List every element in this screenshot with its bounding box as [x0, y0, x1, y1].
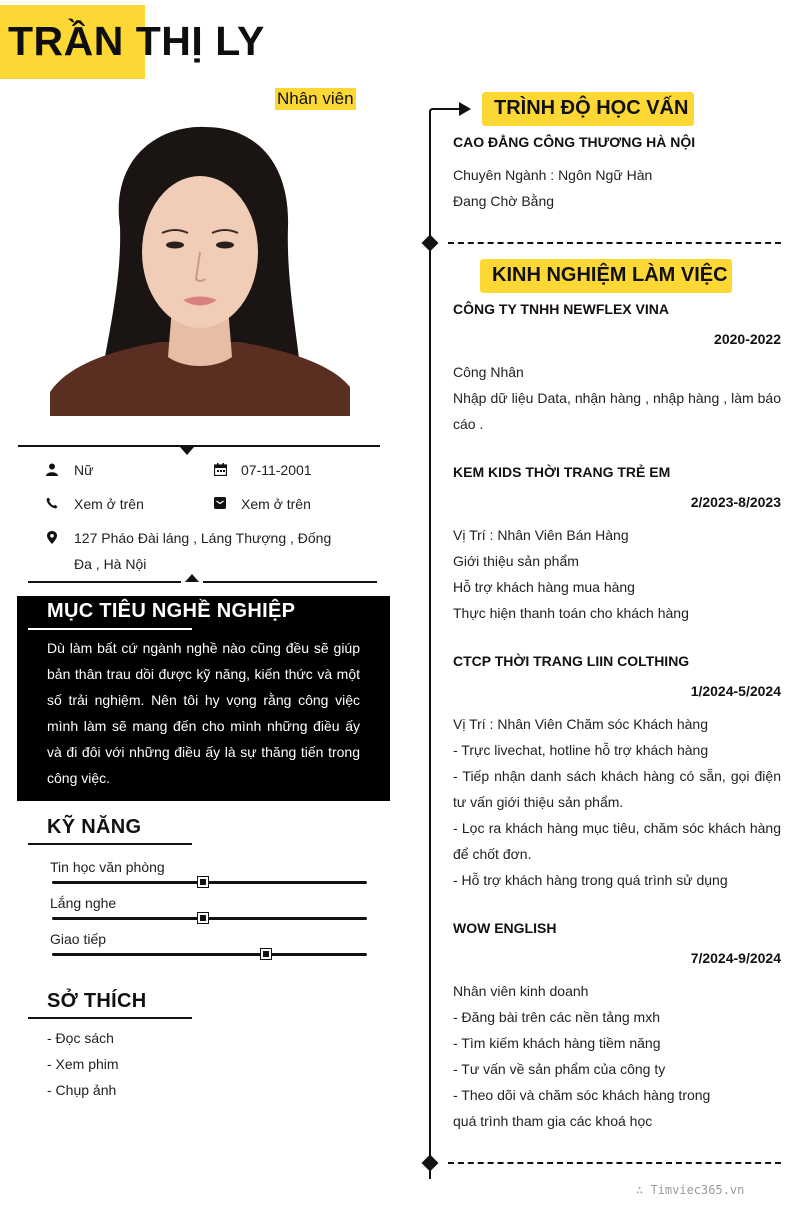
divider-arrow-down: [180, 447, 194, 455]
hobby-item: - Xem phim: [47, 1056, 119, 1072]
skill-bar: [52, 881, 367, 884]
job-line: - Theo dõi và chăm sóc khách hàng trong quá trình tham gia các khoá học: [453, 1087, 711, 1129]
company-name: KEM KIDS THỜI TRANG TRẺ EM: [453, 464, 671, 480]
timeline-diamond: [422, 1155, 439, 1172]
job-line: - Tư vấn về sản phẩm của công ty: [453, 1061, 666, 1077]
skill-level-marker: [198, 877, 208, 887]
company-name: CTCP THỜI TRANG LIIN COLTHING: [453, 653, 690, 669]
job-line: - Tiếp nhận danh sách khách hàng có sẵn, gọi điện tư vấn giới thiệu sản phẩm.: [453, 768, 781, 810]
job-title: Nhân viên: [277, 89, 354, 108]
job-period: 2020-2022: [714, 331, 781, 347]
info-divider-top: [18, 445, 380, 447]
skill-label: Lắng nghe: [50, 895, 117, 911]
job-line: - Đăng bài trên các nền tảng mxh: [453, 1009, 661, 1025]
job-line: Giới thiệu sản phẩm: [453, 553, 579, 569]
company-name: WOW ENGLISH: [453, 920, 557, 936]
gender-value: Nữ: [74, 462, 94, 478]
info-divider-bottom-right: [203, 581, 377, 583]
school-name: CAO ĐẲNG CÔNG THƯƠNG HÀ NỘI: [453, 134, 696, 150]
objective-title: MỤC TIÊU NGHỀ NGHIỆP: [47, 600, 296, 622]
skills-title-underline: [28, 843, 192, 845]
education-title: TRÌNH ĐỘ HỌC VẤN: [494, 97, 689, 119]
objective-text: Dù làm bất cứ ngành nghề nào cũng đều sẽ giúp bản thân trau dồi được kỹ năng, kiến thức và một số trải nghiệm. Nên tôi hy vọng rằng công việc mình làm sẽ mang đến cho mình những điều ấy và đi đôi với những điều ấy là sự thăng tiến trong công việc.: [47, 640, 360, 786]
timeline-arrow-icon: [429, 100, 474, 122]
birthdate-value: 07-11-2001: [241, 462, 312, 478]
email-value: Xem ở trên: [241, 496, 311, 512]
candidate-name: TRẦN THỊ LY: [8, 18, 265, 64]
job-line: - Hỗ trợ khách hàng trong quá trình sử dụng: [453, 872, 728, 888]
skill-bar: [52, 953, 367, 956]
job-line: Thực hiện thanh toán cho khách hàng: [453, 605, 689, 621]
skill-bar: [52, 917, 367, 920]
job-line: Hỗ trợ khách hàng mua hàng: [453, 579, 635, 595]
job-line: Nhân viên kinh doanh: [453, 983, 589, 999]
skill-label: Giao tiếp: [50, 931, 107, 947]
skill-label: Tin học văn phòng: [50, 859, 165, 875]
job-line: Công Nhân: [453, 364, 524, 380]
job-period: 1/2024-5/2024: [690, 683, 781, 699]
address-value: 127 Pháo Đài láng , Láng Thượng , Đống Đa , Hà Nội: [74, 530, 332, 572]
hobbies-title-underline: [28, 1017, 192, 1019]
location-icon: [45, 530, 59, 544]
profile-photo: [50, 117, 350, 416]
user-icon: [45, 462, 59, 476]
experience-title: KINH NGHIỆM LÀM VIỆC: [492, 264, 728, 286]
company-name: CÔNG TY TNHH NEWFLEX VINA: [453, 301, 669, 317]
education-line: Chuyên Ngành : Ngôn Ngữ Hàn: [453, 167, 653, 183]
hobbies-title: SỞ THÍCH: [47, 990, 147, 1012]
calendar-icon: [213, 462, 227, 476]
job-line: Vị Trí : Nhân Viên Bán Hàng: [453, 527, 629, 543]
email-icon: [213, 496, 227, 510]
watermark: ∴ Timviec365.vn: [636, 1183, 745, 1197]
objective-title-underline: [28, 628, 192, 630]
hobby-item: - Chụp ảnh: [47, 1082, 117, 1098]
section-divider: [448, 1162, 781, 1164]
education-line: Đang Chờ Bằng: [453, 193, 555, 209]
skill-level-marker: [261, 949, 271, 959]
skills-title: KỸ NĂNG: [47, 816, 142, 838]
skill-level-marker: [198, 913, 208, 923]
phone-value: Xem ở trên: [74, 496, 144, 512]
job-line: - Trực livechat, hotline hỗ trợ khách hàng: [453, 742, 709, 758]
job-period: 2/2023-8/2023: [690, 494, 781, 510]
timeline-line: [429, 117, 431, 1179]
job-line: Nhập dữ liệu Data, nhận hàng , nhập hàng , làm báo cáo .: [453, 390, 781, 432]
phone-icon: [45, 496, 59, 510]
job-line: - Tìm kiếm khách hàng tiềm năng: [453, 1035, 661, 1051]
job-period: 7/2024-9/2024: [690, 950, 781, 966]
timeline-diamond: [422, 235, 439, 252]
info-divider-bottom-left: [28, 581, 181, 583]
job-line: - Lọc ra khách hàng mục tiêu, chăm sóc khách hàng để chốt đơn.: [453, 820, 781, 862]
job-line: Vị Trí : Nhân Viên Chăm sóc Khách hàng: [453, 716, 708, 732]
hobby-item: - Đọc sách: [47, 1030, 114, 1046]
section-divider: [448, 242, 781, 244]
divider-arrow-up: [185, 574, 199, 582]
